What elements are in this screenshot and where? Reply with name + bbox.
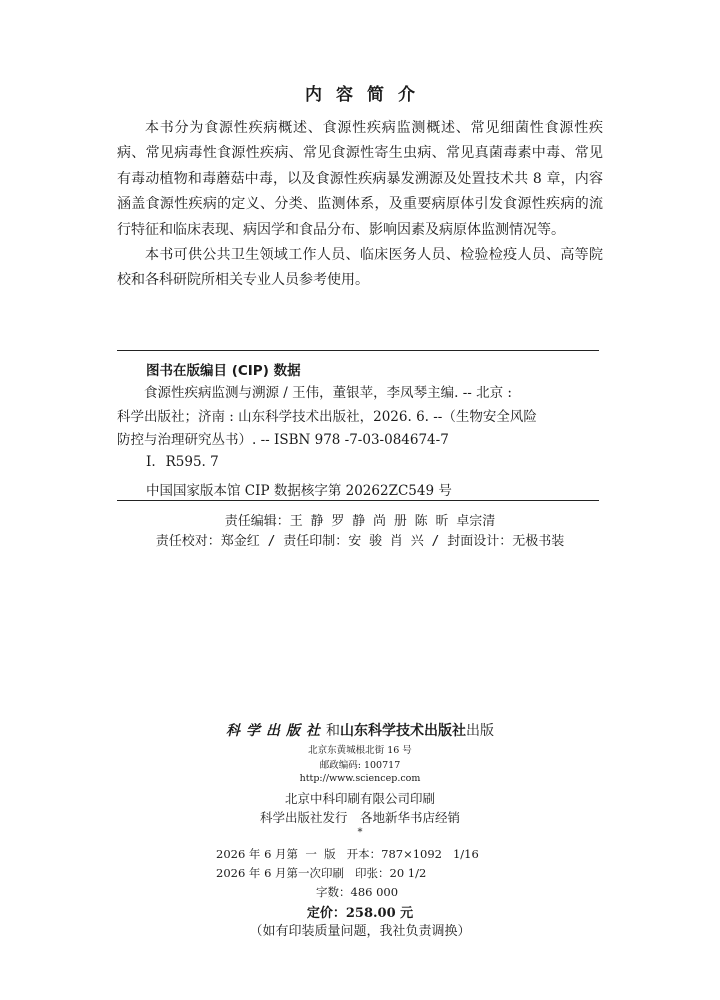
distribution-line: 科学出版社发行 各地新华书店经销 xyxy=(259,810,460,825)
cip-number: 中国国家版本馆 CIP 数据核字第 20262ZC549 号 xyxy=(146,483,452,499)
cip-bottom-rule xyxy=(117,500,599,501)
cip-class-value: R595. 7 xyxy=(165,454,219,470)
publisher-website: http://www.sciencep.com xyxy=(299,773,421,784)
edition-line: 2026 年 6 月第 一 版 开本：787×1092 1/16 xyxy=(216,847,479,861)
cip-class-label: Ⅰ. xyxy=(146,454,156,470)
cip-description xyxy=(117,382,599,453)
publisher-line xyxy=(0,720,720,740)
printer-line: 北京中科印刷有限公司印刷 xyxy=(284,791,435,806)
word-count-line: 字数：486 000 xyxy=(316,885,399,899)
intro-title: 内容简介 xyxy=(305,85,429,105)
intro-body xyxy=(117,116,603,294)
cip-top-rule xyxy=(117,350,599,351)
cip-description-line: 科学出版社；济南 : 山东科学技术出版社，2026. 6. --（生物安全风险 xyxy=(117,408,537,425)
cip-title: 图书在版编目 (CIP) 数据 xyxy=(146,363,301,379)
quality-notice: （如有印装质量问题，我社负责调换） xyxy=(249,924,471,939)
science-press-logo-text: 科学出版社 xyxy=(226,723,326,739)
publisher-connector: 和 xyxy=(326,723,340,739)
cip-description-line: 防控与治理研究丛书）. -- ISBN 978 -7-03-084674-7 xyxy=(117,432,449,448)
printing-line: 2026 年 6 月第一次印刷 印张：20 1/2 xyxy=(216,866,427,880)
shandong-press-name: 山东科学技术出版社 xyxy=(340,723,466,739)
separator-star: * xyxy=(357,827,363,838)
publisher-suffix: 出版 xyxy=(466,723,494,739)
editors-line: 责任编辑：王 静 罗 静 尚 册 陈 昕 卓宗清 xyxy=(224,514,496,529)
proof-line: 责任校对：郑金红 / 责任印制：安 骏 肖 兴 / 封面设计：无极书装 xyxy=(155,534,565,549)
intro-paragraph-2: 本书可供公共卫生领域工作人员、临床医务人员、检验检疫人员、高等院校和各科研院所相关专业人员参考使用。 xyxy=(117,247,603,289)
price-line: 定价：258.00 元 xyxy=(306,906,414,921)
cip-classification xyxy=(146,454,219,470)
publisher-address: 北京东黄城根北街 16 号 xyxy=(308,745,412,756)
publisher-postcode: 邮政编码: 100717 xyxy=(319,760,401,771)
cip-description-line: 食源性疾病监测与溯源 / 王伟，董银苹，李凤琴主编. -- 北京 : xyxy=(117,385,512,401)
intro-paragraph-1: 本书分为食源性疾病概述、食源性疾病监测概述、常见细菌性食源性疾病、常见病毒性食源性疾病、常见食源性寄生虫病、常见真菌毒素中毒、常见有毒动植物和毒蘑菇中毒，以及食源性疾病暴发溯源及处置技术共 8 章，内容涵盖食源性疾病的定义、分类、监测体系，及重要病原体引发食源性疾病的流行特征和临床表现、病因学和食品分布、影响因素及病原体监测情况等。 xyxy=(117,120,603,238)
